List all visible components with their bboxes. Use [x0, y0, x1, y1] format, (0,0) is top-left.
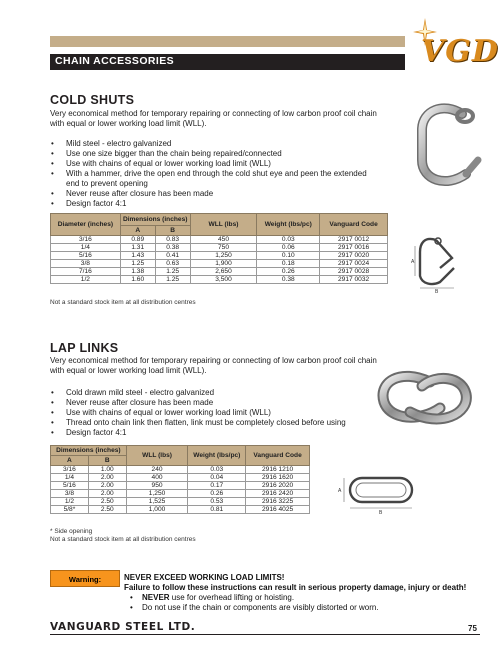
table-cell: 3/8: [51, 490, 89, 498]
table-cell: 0.17: [188, 482, 246, 490]
table-cell: 1.31: [120, 244, 155, 252]
diagram-label-b: B: [379, 510, 383, 514]
table-cell: 1.60: [120, 276, 155, 284]
warning-bullet-text: NEVER: [142, 593, 170, 602]
table-row: [51, 244, 388, 252]
table-cell: 0.26: [257, 268, 320, 276]
table-cell: 2916 4025: [246, 506, 310, 514]
footer-company-name: VANGUARD STEEL LTD.: [50, 621, 196, 633]
table-row: [51, 260, 388, 268]
column-header: Vanguard Code: [246, 446, 310, 466]
list-item: • Never reuse after closure has been made: [50, 189, 380, 199]
cold-shuts-title: COLD SHUTS: [50, 93, 135, 107]
list-item: • Use one size bigger than the chain being repaired/connected: [50, 149, 380, 159]
warning-bullet: [124, 593, 484, 603]
cold-shuts-intro: Very economical method for temporary repairing or connecting of low carbon proof coil chain with equal or lower working load limit (WLL).: [50, 109, 377, 128]
table-cell: 0.26: [188, 490, 246, 498]
lap-link-photo-icon: [370, 362, 480, 438]
table-cell: 0.10: [257, 252, 320, 260]
table-cell: 1.25: [155, 268, 190, 276]
table-cell: 1/2: [51, 276, 121, 284]
table-cell: 3/8: [51, 260, 121, 268]
column-header: B: [155, 226, 190, 236]
table-cell: 1/2: [51, 498, 89, 506]
cold-shuts-bullets: [50, 139, 380, 209]
table-cell: 2.00: [88, 482, 126, 490]
table-cell: 2,650: [190, 268, 257, 276]
warning-line-2: Failure to follow these instructions can result in serious property damage, injury or death!: [124, 583, 467, 592]
warning-line-1: NEVER EXCEED WORKING LOAD LIMITS!: [124, 573, 285, 582]
table-cell: 1,250: [190, 252, 257, 260]
column-header: Weight (lbs/pc): [188, 446, 246, 466]
column-header: Weight (lbs/pc): [257, 214, 320, 236]
table-cell: 2916 1620: [246, 474, 310, 482]
table-row: [51, 276, 388, 284]
lap-links-table: [50, 445, 310, 514]
warning-bullet-text: use for overhead lifting or hoisting.: [169, 593, 295, 602]
table-cell: 1.00: [88, 466, 126, 474]
diagram-label-b: B: [435, 289, 439, 294]
table-cell: 2916 1210: [246, 466, 310, 474]
table-cell: 5/8*: [51, 506, 89, 514]
lap-links-note-2: Not a standard stock item at all distribution centres: [50, 536, 196, 543]
diagram-label-a: A: [411, 259, 415, 265]
table-cell: 0.83: [155, 236, 190, 244]
lap-link-diagram-icon: [336, 470, 436, 514]
table-row: [51, 506, 310, 514]
table-cell: 0.38: [155, 244, 190, 252]
list-item: • Use with chains of equal or lower working load limit (WLL): [50, 159, 380, 169]
table-cell: 2917 0032: [320, 276, 388, 284]
table-cell: 5/16: [51, 482, 89, 490]
warning-badge: [50, 570, 120, 587]
table-cell: 0.81: [188, 506, 246, 514]
column-header: Vanguard Code: [320, 214, 388, 236]
table-cell: 0.89: [120, 236, 155, 244]
table-cell: 2916 2020: [246, 482, 310, 490]
column-header: B: [88, 456, 126, 466]
list-item: • Never reuse after closure has been made: [50, 398, 380, 408]
column-header: Diameter (inches): [51, 214, 121, 236]
diagram-label-a: A: [338, 488, 342, 494]
list-item: • Design factor 4:1: [50, 199, 380, 209]
column-header: Dimensions (inches): [51, 446, 127, 456]
table-cell: 2.00: [88, 474, 126, 482]
list-item: • Cold drawn mild steel - electro galvanized: [50, 388, 380, 398]
lap-links-intro: Very economical method for temporary repairing or connecting of low carbon proof coil chain with equal or lower working load limit (WLL).: [50, 356, 377, 375]
table-row: [51, 498, 310, 506]
cold-shuts-note: Not a standard stock item at all distribution centres: [50, 299, 196, 306]
table-cell: 7/16: [51, 268, 121, 276]
vgd-logo: [413, 14, 499, 76]
table-cell: 1.25: [155, 276, 190, 284]
table-cell: 0.06: [257, 244, 320, 252]
page-number: 75: [468, 624, 477, 633]
table-cell: 2917 0016: [320, 244, 388, 252]
table-cell: 240: [126, 466, 188, 474]
table-cell: 3,500: [190, 276, 257, 284]
list-item: • Use with chains of equal or lower working load limit (WLL): [50, 408, 380, 418]
table-cell: 2917 0020: [320, 252, 388, 260]
lap-links-bullets: [50, 388, 380, 438]
table-cell: 3/16: [51, 236, 121, 244]
table-cell: 0.03: [188, 466, 246, 474]
section-title-bar: [50, 54, 405, 70]
table-cell: 0.03: [257, 236, 320, 244]
column-header: WLL (lbs): [190, 214, 257, 236]
table-cell: 1.43: [120, 252, 155, 260]
logo-text: VGD: [421, 34, 499, 69]
table-cell: 1.25: [120, 260, 155, 268]
column-header: A: [51, 456, 89, 466]
table-row: [51, 236, 388, 244]
table-cell: 400: [126, 474, 188, 482]
table-row: [51, 252, 388, 260]
list-item: • Mild steel - electro galvanized: [50, 139, 380, 149]
table-cell: 2917 0012: [320, 236, 388, 244]
table-cell: 2917 0028: [320, 268, 388, 276]
lap-links-title: LAP LINKS: [50, 341, 119, 355]
table-row: [51, 474, 310, 482]
cold-shuts-table: [50, 213, 388, 284]
footer-rule: [50, 634, 480, 635]
list-item: • Thread onto chain link then flatten, link must be completely closed before using: [50, 418, 380, 428]
table-cell: 2.50: [88, 498, 126, 506]
table-cell: 1,250: [126, 490, 188, 498]
table-cell: 2916 3225: [246, 498, 310, 506]
warning-text: [124, 573, 484, 613]
table-cell: 1/4: [51, 474, 89, 482]
table-cell: 750: [190, 244, 257, 252]
table-cell: 0.04: [188, 474, 246, 482]
cold-shut-diagram-icon: [410, 232, 472, 294]
table-cell: 5/16: [51, 252, 121, 260]
table-cell: 0.63: [155, 260, 190, 268]
table-cell: 2916 2420: [246, 490, 310, 498]
table-cell: 1,900: [190, 260, 257, 268]
table-cell: 3/16: [51, 466, 89, 474]
table-cell: 0.38: [257, 276, 320, 284]
table-cell: 1,000: [126, 506, 188, 514]
header-accent-bar: [50, 36, 405, 47]
table-cell: 0.53: [188, 498, 246, 506]
table-cell: 450: [190, 236, 257, 244]
lap-links-note-1: * Side opening: [50, 528, 93, 535]
column-header: A: [120, 226, 155, 236]
table-cell: 2917 0024: [320, 260, 388, 268]
warning-bullet: [124, 603, 484, 613]
table-cell: 1.38: [120, 268, 155, 276]
column-header: Dimensions (inches): [120, 214, 190, 226]
section-title: CHAIN ACCESSORIES: [55, 55, 175, 67]
warning-badge-label: Warning:: [68, 575, 102, 584]
table-row: [51, 268, 388, 276]
table-cell: 0.18: [257, 260, 320, 268]
list-item: • With a hammer, drive the open end through the cold shut eye and peen the extended end to prevent opening: [50, 169, 380, 189]
table-row: [51, 490, 310, 498]
table-cell: 1/4: [51, 244, 121, 252]
table-cell: 2.50: [88, 506, 126, 514]
column-header: WLL (lbs): [126, 446, 188, 466]
table-row: [51, 466, 310, 474]
cold-shut-photo-icon: [404, 96, 484, 200]
table-row: [51, 482, 310, 490]
warning-bullet-text: Do not use if the chain or components are visibly distorted or worn.: [142, 603, 379, 612]
table-cell: 950: [126, 482, 188, 490]
list-item: • Design factor 4:1: [50, 428, 380, 438]
table-cell: 0.41: [155, 252, 190, 260]
table-cell: 1,525: [126, 498, 188, 506]
table-cell: 2.00: [88, 490, 126, 498]
